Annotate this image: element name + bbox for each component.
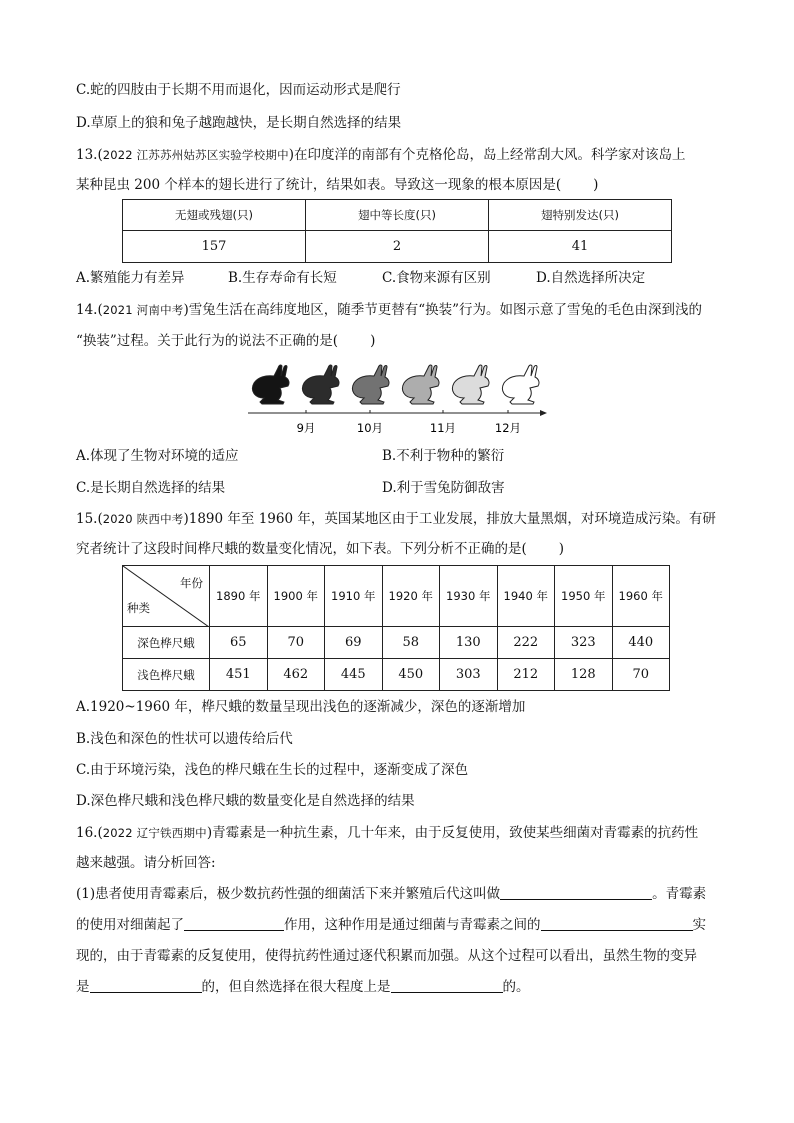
- q13-source: 2022 江苏苏州姑苏区实验学校期中: [102, 148, 289, 162]
- hare-icon: [252, 365, 289, 404]
- q13-header-cell: 翅中等长度(只): [306, 200, 489, 231]
- q13-value-cell: 41: [489, 231, 672, 263]
- q13-table: [122, 199, 672, 263]
- q15-cell: 58: [382, 627, 440, 659]
- q13-header-cell: 无翅或残翅(只): [123, 200, 306, 231]
- q13-text: )在印度洋的南部有个克格伦岛，岛上经常刮大风。科学家对该岛上: [288, 147, 686, 163]
- q15-cell: 450: [382, 659, 440, 691]
- q15-cell: 222: [497, 627, 555, 659]
- q16-part1-line4: [76, 977, 530, 997]
- q13-option: D.自然选择所决定: [536, 270, 646, 286]
- q15-year-cell: 1890 年: [210, 566, 268, 627]
- q13-number: 13.(: [76, 147, 103, 163]
- q13-value-cell: 157: [123, 231, 306, 263]
- q15-cell: 212: [497, 659, 555, 691]
- hare-icon: [352, 365, 389, 404]
- q15-corner-cell: [123, 566, 210, 627]
- q14-option: D.利于雪兔防御敌害: [382, 480, 505, 496]
- q13-option: B.生存寿命有长短: [228, 270, 337, 286]
- q15-cell: 69: [325, 627, 383, 659]
- q13-paren: ): [593, 177, 599, 193]
- q13-value-cell: 2: [306, 231, 489, 263]
- q14-source: 2021 河南中考: [102, 303, 184, 317]
- q15-text2: 究者统计了这段时间桦尺蛾的数量变化情况，如下表。下列分析不正确的是(: [76, 541, 527, 557]
- q15-cell: 445: [325, 659, 383, 691]
- q16-part1-line1: [76, 884, 706, 904]
- q15-paren: ): [558, 541, 565, 557]
- q15-year-cell: 1920 年: [382, 566, 440, 627]
- table-row: [123, 627, 670, 659]
- q15-text: )1890 年至 1960 年，英国某地区由于工业发展，排放大量黑烟，对环境造成污染。有研: [183, 511, 716, 527]
- q15-corner-top: 年份: [180, 576, 203, 590]
- hare-icon: [302, 365, 339, 404]
- q15-cell: 440: [612, 627, 670, 659]
- q15-cell: 70: [612, 659, 670, 691]
- q13-options: [76, 268, 645, 288]
- q16-text: 的，但自然选择在很大程度上是: [201, 979, 391, 995]
- month-label-nov: 11月: [429, 421, 457, 435]
- month-label-oct: 10月: [356, 421, 384, 435]
- month-label-sep: 9月: [296, 421, 316, 435]
- q16-number: 16.(: [76, 825, 103, 841]
- q15-option-b: B.浅色和深色的性状可以遗传给后代: [76, 731, 293, 747]
- q14-option: C.是长期自然选择的结果: [76, 480, 226, 496]
- q15-cell: 65: [210, 627, 268, 659]
- q12-option-c: C.蛇的四肢由于长期不用而退化，因而运动形式是爬行: [76, 82, 401, 98]
- q15-row-label: 深色桦尺蛾: [123, 627, 210, 659]
- answer-blank-1[interactable]: [500, 885, 652, 900]
- q14-stem-line2: [76, 331, 375, 351]
- answer-blank-5[interactable]: [391, 978, 503, 993]
- q14-number: 14.(: [76, 302, 103, 318]
- snowshoe-hare-figure: [240, 358, 560, 440]
- q15-cell: 70: [267, 627, 325, 659]
- answer-blank-2[interactable]: [184, 916, 284, 931]
- q16-text: 作用，这种作用是通过细菌与青霉素之间的: [284, 917, 541, 933]
- q14-options-row2: [76, 478, 505, 498]
- q15-row-label: 浅色桦尺蛾: [123, 659, 210, 691]
- q16-source: 2022 辽宁铁西期中: [102, 826, 207, 840]
- q13-option: C.食物来源有区别: [382, 270, 491, 286]
- q16-text: (1)患者使用青霉素后，极少数抗药性强的细菌活下来并繁殖后代这叫做: [76, 886, 501, 902]
- q15-option-c: C.由于环境污染，浅色的桦尺蛾在生长的过程中，逐渐变成了深色: [76, 762, 469, 778]
- q15-year-cell: 1950 年: [555, 566, 613, 627]
- q12-option-d: D.草原上的狼和兔子越跑越快，是长期自然选择的结果: [76, 115, 402, 131]
- q14-text: )雪兔生活在高纬度地区，随季节更替有“换装”行为。如图示意了雪兔的毛色由深到浅的: [183, 302, 703, 318]
- q16-text: 的使用对细菌起了: [76, 917, 184, 933]
- answer-blank-3[interactable]: [541, 916, 693, 931]
- q15-stem-line1: [76, 509, 716, 529]
- q14-stem-line1: [76, 300, 702, 320]
- q15-year-cell: 1940 年: [497, 566, 555, 627]
- hare-icon: [452, 365, 489, 404]
- q13-header-cell: 翅特别发达(只): [489, 200, 672, 231]
- q15-number: 15.(: [76, 511, 103, 527]
- month-label-dec: 12月: [494, 421, 522, 435]
- q15-table: [122, 565, 670, 691]
- q14-option: B.不利于物种的繁衍: [382, 448, 505, 464]
- q15-year-cell: 1900 年: [267, 566, 325, 627]
- q13-stem-line1: [76, 145, 686, 165]
- q15-cell: 451: [210, 659, 268, 691]
- q15-year-cell: 1930 年: [440, 566, 498, 627]
- q15-option-d: D.深色桦尺蛾和浅色桦尺蛾的数量变化是自然选择的结果: [76, 793, 415, 809]
- q15-cell: 323: [555, 627, 613, 659]
- q16-text: 实: [692, 917, 706, 933]
- timeline-arrow-icon: [540, 410, 547, 416]
- q14-options-row1: [76, 446, 504, 466]
- q16-text: )青霉素是一种抗生素，几十年来，由于反复使用，致使某些细菌对青霉素的抗药性: [206, 825, 699, 841]
- table-row: [123, 659, 670, 691]
- q15-source: 2020 陕西中考: [102, 512, 184, 526]
- q13-option: A.繁殖能力有差异: [76, 270, 185, 286]
- q15-stem-line2: [76, 539, 564, 559]
- q14-text2: “换装”过程。关于此行为的说法不正确的是(: [76, 333, 339, 349]
- q15-cell: 303: [440, 659, 498, 691]
- q16-stem-line1: [76, 823, 698, 843]
- hare-icon: [402, 365, 439, 404]
- q15-corner-bottom: 种类: [127, 601, 150, 615]
- q14-option: A.体现了生物对环境的适应: [76, 448, 239, 464]
- q16-part1-line3: 现的，由于青霉素的反复使用，使得抗药性通过逐代积累而加强。从这个过程可以看出，虽然生物的变异: [76, 948, 697, 964]
- answer-blank-4[interactable]: [90, 978, 202, 993]
- q15-cell: 128: [555, 659, 613, 691]
- q16-text: 是: [76, 979, 90, 995]
- q15-year-cell: 1910 年: [325, 566, 383, 627]
- q15-cell: 462: [267, 659, 325, 691]
- q16-stem-line2: 越来越强。请分析回答:: [76, 855, 216, 871]
- hare-icon: [502, 365, 539, 404]
- q15-year-cell: 1960 年: [612, 566, 670, 627]
- q16-text: 。青霉素: [652, 886, 707, 902]
- q13-text2: 某种昆虫 200 个样本的翅长进行了统计，结果如表。导致这一现象的根本原因是(: [76, 177, 562, 193]
- q16-part1-line2: [76, 915, 706, 935]
- q16-text: 的。: [502, 979, 530, 995]
- q15-option-a: A.1920~1960 年，桦尺蛾的数量呈现出浅色的逐渐减少，深色的逐渐增加: [76, 699, 526, 715]
- q13-stem-line2: [76, 175, 598, 195]
- q14-paren: ): [370, 333, 376, 349]
- q15-cell: 130: [440, 627, 498, 659]
